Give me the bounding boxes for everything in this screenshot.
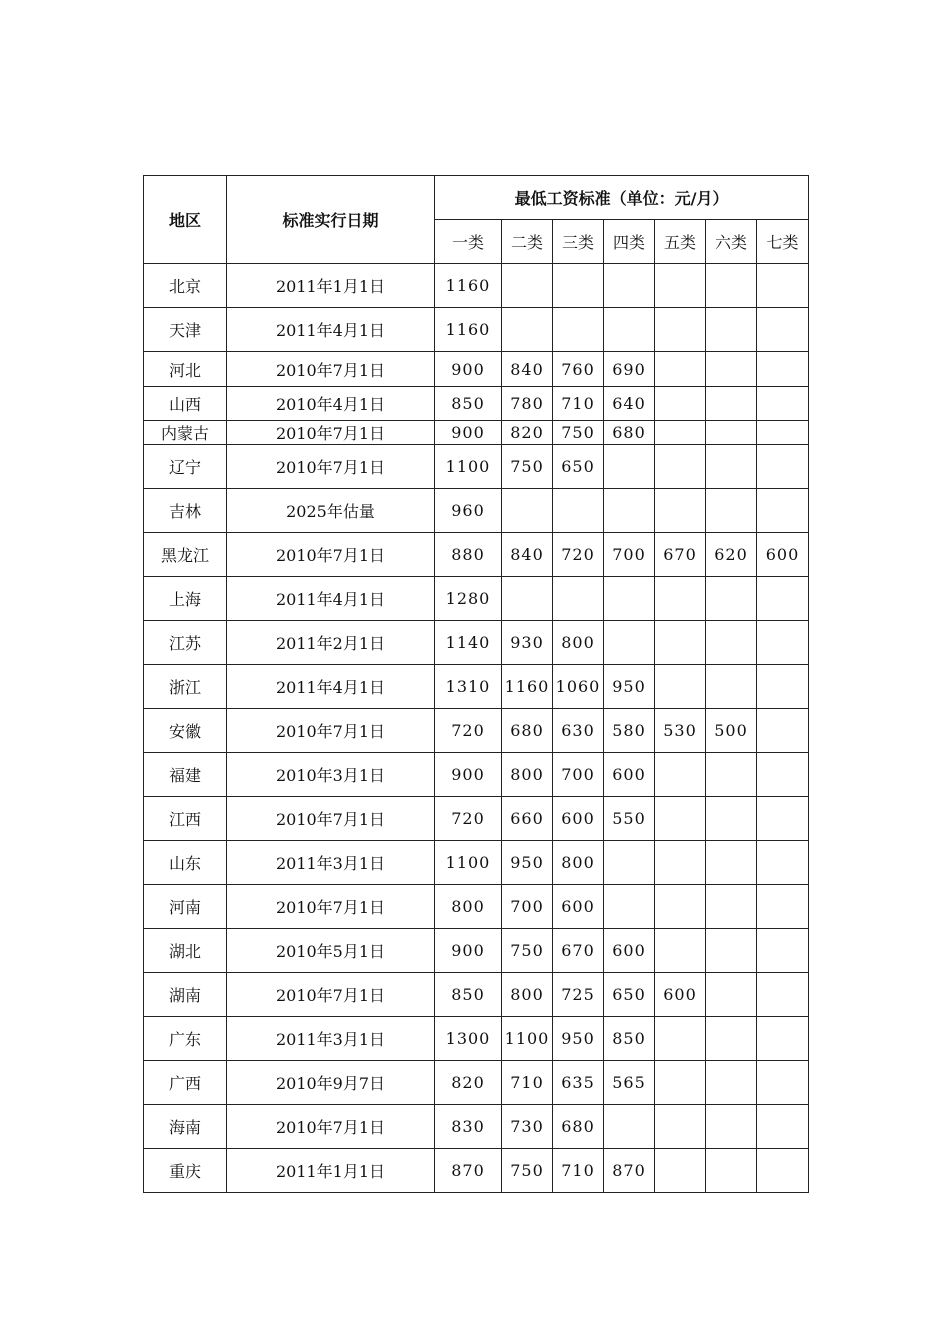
wage-cell-class-3: 725 — [553, 973, 604, 1017]
wage-cell-class-6 — [706, 1017, 757, 1061]
wage-cell-class-2: 730 — [502, 1105, 553, 1149]
wage-cell-class-6 — [706, 387, 757, 421]
table-row — [144, 489, 809, 533]
wage-cell-class-2: 680 — [502, 709, 553, 753]
date-cell: 2011年1月1日 — [227, 264, 435, 308]
date-cell: 2010年7月1日 — [227, 1105, 435, 1149]
table-row — [144, 352, 809, 387]
wage-cell-class-3: 650 — [553, 445, 604, 489]
wage-cell-class-7 — [757, 308, 809, 352]
date-cell: 2010年7月1日 — [227, 421, 435, 445]
wage-cell-class-5 — [655, 841, 706, 885]
wage-cell-class-2 — [502, 264, 553, 308]
wage-cell-class-3: 630 — [553, 709, 604, 753]
wage-cell-class-4 — [604, 1105, 655, 1149]
wage-cell-class-1: 1140 — [435, 621, 502, 665]
date-cell: 2011年4月1日 — [227, 308, 435, 352]
wage-cell-class-2: 820 — [502, 421, 553, 445]
date-cell: 2010年7月1日 — [227, 885, 435, 929]
table-row — [144, 973, 809, 1017]
wage-standard-header: 最低工资标准（单位：元/月） — [435, 176, 809, 220]
wage-cell-class-6 — [706, 929, 757, 973]
date-cell: 2011年2月1日 — [227, 621, 435, 665]
wage-cell-class-5 — [655, 577, 706, 621]
region-cell: 上海 — [144, 577, 227, 621]
wage-cell-class-5 — [655, 1105, 706, 1149]
wage-cell-class-7 — [757, 665, 809, 709]
wage-cell-class-1: 720 — [435, 797, 502, 841]
wage-cell-class-7 — [757, 885, 809, 929]
wage-cell-class-6 — [706, 352, 757, 387]
wage-cell-class-3: 750 — [553, 421, 604, 445]
wage-cell-class-5 — [655, 421, 706, 445]
region-cell: 广东 — [144, 1017, 227, 1061]
wage-cell-class-4 — [604, 489, 655, 533]
date-cell: 2010年9月7日 — [227, 1061, 435, 1105]
wage-cell-class-4: 550 — [604, 797, 655, 841]
wage-cell-class-1: 900 — [435, 753, 502, 797]
wage-cell-class-6 — [706, 973, 757, 1017]
wage-cell-class-5 — [655, 387, 706, 421]
wage-cell-class-1: 800 — [435, 885, 502, 929]
wage-cell-class-7 — [757, 264, 809, 308]
wage-cell-class-3: 760 — [553, 352, 604, 387]
wage-cell-class-6 — [706, 885, 757, 929]
wage-cell-class-5: 530 — [655, 709, 706, 753]
wage-cell-class-3: 680 — [553, 1105, 604, 1149]
wage-cell-class-7 — [757, 797, 809, 841]
wage-cell-class-2 — [502, 577, 553, 621]
wage-cell-class-6: 500 — [706, 709, 757, 753]
region-cell: 浙江 — [144, 665, 227, 709]
wage-cell-class-5 — [655, 1149, 706, 1193]
table-row — [144, 885, 809, 929]
region-cell: 江苏 — [144, 621, 227, 665]
class-1-header: 一类 — [435, 220, 502, 264]
wage-cell-class-5 — [655, 621, 706, 665]
wage-cell-class-3: 800 — [553, 841, 604, 885]
wage-cell-class-7 — [757, 929, 809, 973]
wage-cell-class-3: 700 — [553, 753, 604, 797]
wage-cell-class-3: 950 — [553, 1017, 604, 1061]
wage-cell-class-1: 900 — [435, 929, 502, 973]
table-row — [144, 308, 809, 352]
region-cell: 河北 — [144, 352, 227, 387]
wage-cell-class-2: 950 — [502, 841, 553, 885]
table-row — [144, 264, 809, 308]
wage-cell-class-4: 690 — [604, 352, 655, 387]
wage-cell-class-3: 1060 — [553, 665, 604, 709]
wage-cell-class-6 — [706, 445, 757, 489]
wage-cell-class-5 — [655, 753, 706, 797]
wage-cell-class-4: 565 — [604, 1061, 655, 1105]
class-4-header: 四类 — [604, 220, 655, 264]
wage-cell-class-4: 580 — [604, 709, 655, 753]
wage-cell-class-2: 710 — [502, 1061, 553, 1105]
wage-cell-class-3: 635 — [553, 1061, 604, 1105]
table-row — [144, 445, 809, 489]
class-2-header: 二类 — [502, 220, 553, 264]
wage-cell-class-4: 650 — [604, 973, 655, 1017]
wage-cell-class-5 — [655, 929, 706, 973]
class-7-header: 七类 — [757, 220, 809, 264]
region-cell: 海南 — [144, 1105, 227, 1149]
wage-cell-class-6 — [706, 665, 757, 709]
region-cell: 辽宁 — [144, 445, 227, 489]
wage-cell-class-7: 600 — [757, 533, 809, 577]
wage-cell-class-1: 900 — [435, 352, 502, 387]
wage-cell-class-2: 750 — [502, 445, 553, 489]
wage-cell-class-4: 680 — [604, 421, 655, 445]
wage-cell-class-6 — [706, 841, 757, 885]
wage-cell-class-4 — [604, 577, 655, 621]
wage-cell-class-6 — [706, 797, 757, 841]
wage-cell-class-7 — [757, 1017, 809, 1061]
wage-cell-class-2: 800 — [502, 973, 553, 1017]
wage-cell-class-3: 670 — [553, 929, 604, 973]
table-row — [144, 1017, 809, 1061]
wage-cell-class-6 — [706, 308, 757, 352]
date-cell: 2010年5月1日 — [227, 929, 435, 973]
date-column-header: 标准实行日期 — [227, 176, 435, 264]
table-row — [144, 665, 809, 709]
date-cell: 2011年3月1日 — [227, 841, 435, 885]
date-cell: 2010年7月1日 — [227, 797, 435, 841]
region-cell: 河南 — [144, 885, 227, 929]
wage-cell-class-2: 780 — [502, 387, 553, 421]
table-row — [144, 797, 809, 841]
wage-cell-class-5 — [655, 797, 706, 841]
wage-cell-class-6 — [706, 1061, 757, 1105]
wage-cell-class-4 — [604, 885, 655, 929]
class-6-header: 六类 — [706, 220, 757, 264]
wage-cell-class-1: 850 — [435, 387, 502, 421]
wage-cell-class-7 — [757, 841, 809, 885]
table-body — [144, 264, 809, 1193]
wage-cell-class-6 — [706, 1105, 757, 1149]
wage-cell-class-1: 1100 — [435, 841, 502, 885]
wage-cell-class-3: 600 — [553, 885, 604, 929]
wage-cell-class-2 — [502, 489, 553, 533]
region-cell: 广西 — [144, 1061, 227, 1105]
region-cell: 内蒙古 — [144, 421, 227, 445]
wage-cell-class-3: 710 — [553, 1149, 604, 1193]
wage-cell-class-2: 700 — [502, 885, 553, 929]
wage-cell-class-3: 710 — [553, 387, 604, 421]
wage-cell-class-6 — [706, 421, 757, 445]
wage-cell-class-1: 1100 — [435, 445, 502, 489]
region-cell: 北京 — [144, 264, 227, 308]
date-cell: 2010年4月1日 — [227, 387, 435, 421]
wage-cell-class-1: 900 — [435, 421, 502, 445]
wage-cell-class-1: 720 — [435, 709, 502, 753]
date-cell: 2011年1月1日 — [227, 1149, 435, 1193]
wage-cell-class-7 — [757, 489, 809, 533]
wage-cell-class-5 — [655, 264, 706, 308]
date-cell: 2010年7月1日 — [227, 352, 435, 387]
wage-cell-class-6 — [706, 753, 757, 797]
table-row — [144, 421, 809, 445]
wage-cell-class-4: 640 — [604, 387, 655, 421]
wage-cell-class-2: 1160 — [502, 665, 553, 709]
table-row — [144, 709, 809, 753]
table-row — [144, 1061, 809, 1105]
date-cell: 2011年3月1日 — [227, 1017, 435, 1061]
region-cell: 湖南 — [144, 973, 227, 1017]
wage-cell-class-3 — [553, 264, 604, 308]
wage-cell-class-7 — [757, 445, 809, 489]
region-cell: 重庆 — [144, 1149, 227, 1193]
table-row — [144, 387, 809, 421]
date-cell: 2011年4月1日 — [227, 665, 435, 709]
region-column-header: 地区 — [144, 176, 227, 264]
wage-cell-class-1: 1310 — [435, 665, 502, 709]
wage-cell-class-4 — [604, 308, 655, 352]
wage-cell-class-2: 750 — [502, 1149, 553, 1193]
wage-cell-class-4: 950 — [604, 665, 655, 709]
wage-cell-class-5: 600 — [655, 973, 706, 1017]
wage-cell-class-6 — [706, 1149, 757, 1193]
table-row — [144, 577, 809, 621]
wage-cell-class-5 — [655, 665, 706, 709]
region-cell: 天津 — [144, 308, 227, 352]
table-row — [144, 753, 809, 797]
wage-cell-class-6 — [706, 621, 757, 665]
wage-cell-class-1: 1280 — [435, 577, 502, 621]
wage-cell-class-1: 960 — [435, 489, 502, 533]
date-cell: 2010年7月1日 — [227, 709, 435, 753]
wage-cell-class-6: 620 — [706, 533, 757, 577]
date-cell: 2010年3月1日 — [227, 753, 435, 797]
wage-cell-class-4: 600 — [604, 753, 655, 797]
date-cell: 2025年估量 — [227, 489, 435, 533]
wage-cell-class-2: 840 — [502, 352, 553, 387]
wage-cell-class-1: 1160 — [435, 264, 502, 308]
wage-cell-class-7 — [757, 421, 809, 445]
wage-cell-class-2 — [502, 308, 553, 352]
wage-cell-class-1: 830 — [435, 1105, 502, 1149]
table-header — [144, 176, 809, 264]
wage-cell-class-7 — [757, 709, 809, 753]
table-row — [144, 621, 809, 665]
wage-cell-class-1: 850 — [435, 973, 502, 1017]
table-row — [144, 533, 809, 577]
wage-cell-class-5 — [655, 885, 706, 929]
region-cell: 福建 — [144, 753, 227, 797]
wage-cell-class-3: 600 — [553, 797, 604, 841]
region-cell: 山东 — [144, 841, 227, 885]
region-cell: 吉林 — [144, 489, 227, 533]
wage-cell-class-4: 850 — [604, 1017, 655, 1061]
wage-cell-class-3: 720 — [553, 533, 604, 577]
wage-cell-class-2: 840 — [502, 533, 553, 577]
wage-cell-class-5 — [655, 489, 706, 533]
wage-cell-class-1: 870 — [435, 1149, 502, 1193]
wage-cell-class-7 — [757, 387, 809, 421]
wage-cell-class-4: 600 — [604, 929, 655, 973]
wage-cell-class-6 — [706, 577, 757, 621]
wage-cell-class-4: 870 — [604, 1149, 655, 1193]
region-cell: 湖北 — [144, 929, 227, 973]
wage-cell-class-1: 1160 — [435, 308, 502, 352]
minimum-wage-table — [143, 175, 809, 1193]
class-3-header: 三类 — [553, 220, 604, 264]
class-5-header: 五类 — [655, 220, 706, 264]
wage-cell-class-2: 660 — [502, 797, 553, 841]
wage-cell-class-7 — [757, 1105, 809, 1149]
wage-cell-class-1: 880 — [435, 533, 502, 577]
wage-cell-class-5: 670 — [655, 533, 706, 577]
date-cell: 2010年7月1日 — [227, 533, 435, 577]
wage-cell-class-3: 800 — [553, 621, 604, 665]
region-cell: 江西 — [144, 797, 227, 841]
table-row — [144, 1149, 809, 1193]
wage-cell-class-4 — [604, 841, 655, 885]
wage-cell-class-2: 750 — [502, 929, 553, 973]
region-cell: 山西 — [144, 387, 227, 421]
wage-cell-class-5 — [655, 352, 706, 387]
date-cell: 2010年7月1日 — [227, 445, 435, 489]
wage-cell-class-4: 700 — [604, 533, 655, 577]
wage-cell-class-4 — [604, 445, 655, 489]
wage-cell-class-4 — [604, 621, 655, 665]
wage-cell-class-7 — [757, 621, 809, 665]
wage-cell-class-5 — [655, 445, 706, 489]
wage-cell-class-7 — [757, 1061, 809, 1105]
table-row — [144, 1105, 809, 1149]
date-cell: 2010年7月1日 — [227, 973, 435, 1017]
wage-cell-class-6 — [706, 489, 757, 533]
wage-cell-class-7 — [757, 352, 809, 387]
wage-cell-class-1: 1300 — [435, 1017, 502, 1061]
wage-cell-class-5 — [655, 308, 706, 352]
region-cell: 安徽 — [144, 709, 227, 753]
wage-cell-class-2: 1100 — [502, 1017, 553, 1061]
wage-cell-class-7 — [757, 1149, 809, 1193]
wage-cell-class-7 — [757, 753, 809, 797]
wage-cell-class-3 — [553, 489, 604, 533]
wage-cell-class-4 — [604, 264, 655, 308]
wage-cell-class-5 — [655, 1061, 706, 1105]
wage-cell-class-7 — [757, 973, 809, 1017]
wage-cell-class-3 — [553, 308, 604, 352]
table-row — [144, 841, 809, 885]
wage-cell-class-6 — [706, 264, 757, 308]
region-cell: 黑龙江 — [144, 533, 227, 577]
wage-cell-class-5 — [655, 1017, 706, 1061]
wage-cell-class-2: 800 — [502, 753, 553, 797]
date-cell: 2011年4月1日 — [227, 577, 435, 621]
wage-cell-class-3 — [553, 577, 604, 621]
wage-cell-class-7 — [757, 577, 809, 621]
table-row — [144, 929, 809, 973]
wage-cell-class-2: 930 — [502, 621, 553, 665]
wage-cell-class-1: 820 — [435, 1061, 502, 1105]
